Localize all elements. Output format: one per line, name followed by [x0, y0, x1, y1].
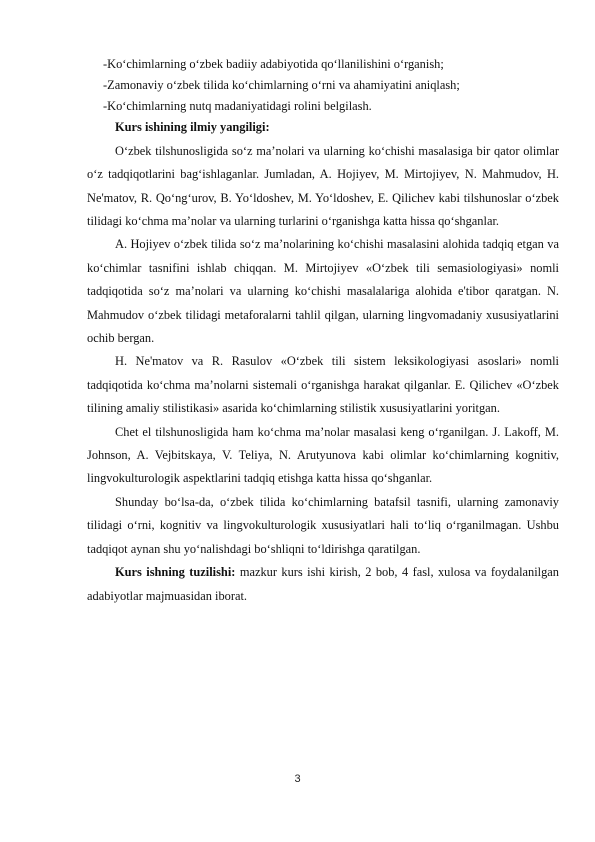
- objective-bullet-1: -Ko‘chimlarning o‘zbek badiiy adabiyotida qo‘llanilishini o‘rganish;: [103, 57, 444, 71]
- paragraph-structure: [87, 561, 559, 608]
- paragraph-2: A. Hojiyev o‘zbek tilida so‘z ma’nolarining ko‘chishi masalasini alohida tadqiq etgan va ko‘chimlar tasnifini ishlab chiqqan. M. Mirtojiyev «O‘zbek tili semasiologiyasi» nomli tadqiqotida so‘z ma’nolari va ularning ko‘chishi masalalariga alohida e'tibor qaratgan. N. Mahmudov o‘zbek tilidagi metaforalarni tahlil qilgan, ularning lingvomadaniy xususiyatlarini ochib bergan.: [87, 237, 559, 346]
- structure-label: Kurs ishning tuzilishi:: [115, 565, 236, 580]
- paragraph-1: O‘zbek tilshunosligida so‘z ma’nolari va ularning ko‘chishi masalasiga bir qator olimlar o‘z tadqiqotlarini bag‘ishlaganlar. Jumladan, A. Hojiyev, M. Mirtojiyev, N. Mahmudov, H. Ne'matov, R. Qo‘ng‘urov, B. Yo‘ldoshev, M. Yo‘ldoshev, E. Qilichev kabi tilshunoslar o‘zbek tilidagi ko‘chma ma’nolar va ularning turlarini o‘rganishga katta hissa qo‘shganlar.: [87, 143, 559, 229]
- paragraph-5: Shunday bo‘lsa-da, o‘zbek tilida ko‘chimlarning batafsil tasnifi, ularning zamonaviy tilidagi o‘rni, kognitiv va lingvokulturologik xususiyatlari hali to‘liq o‘rganilmagan. Ushbu tadqiqot aynan shu yo‘nalishdagi bo‘shliqni to‘ldirishga qaratilgan.: [87, 494, 559, 556]
- paragraph-3: H. Ne'matov va R. Rasulov «O‘zbek tili sistem leksikologiyasi asoslari» nomli tadqiqotida ko‘chma ma’nolarni sistemali o‘rganishga harakat qilganlar. E. Qilichev «O‘zbek tilining amaliy stilistikasi» asarida ko‘chimlarning stilistik xususiyatlarini yoritgan.: [87, 354, 559, 416]
- section-heading-novelty: Kurs ishining ilmiy yangiligi:: [115, 120, 270, 135]
- document-page: [87, 54, 559, 608]
- objective-bullet-2: -Zamonaviy o‘zbek tilida ko‘chimlarning o‘rni va ahamiyatini aniqlash;: [103, 77, 460, 92]
- paragraph-4: Chet el tilshunosligida ham ko‘chma ma’nolar masalasi keng o‘rganilgan. J. Lakoff, M. Johnson, A. Vejbitskaya, V. Teliya, N. Arutyunova kabi olimlar ko‘chimlarning kognitiv, lingvokulturologik aspektlarini tadqiq etishga katta hissa qo‘shganlar.: [87, 424, 559, 486]
- objective-bullet-3: -Ko‘chimlarning nutq madaniyatidagi rolini belgilash.: [103, 98, 372, 113]
- structure-text: mazkur kurs ishi kirish, 2 bob, 4 fasl, xulosa va foydalanilgan adabiyotlar majmuasidan iborat.: [87, 565, 559, 603]
- page-number: 3: [294, 773, 301, 785]
